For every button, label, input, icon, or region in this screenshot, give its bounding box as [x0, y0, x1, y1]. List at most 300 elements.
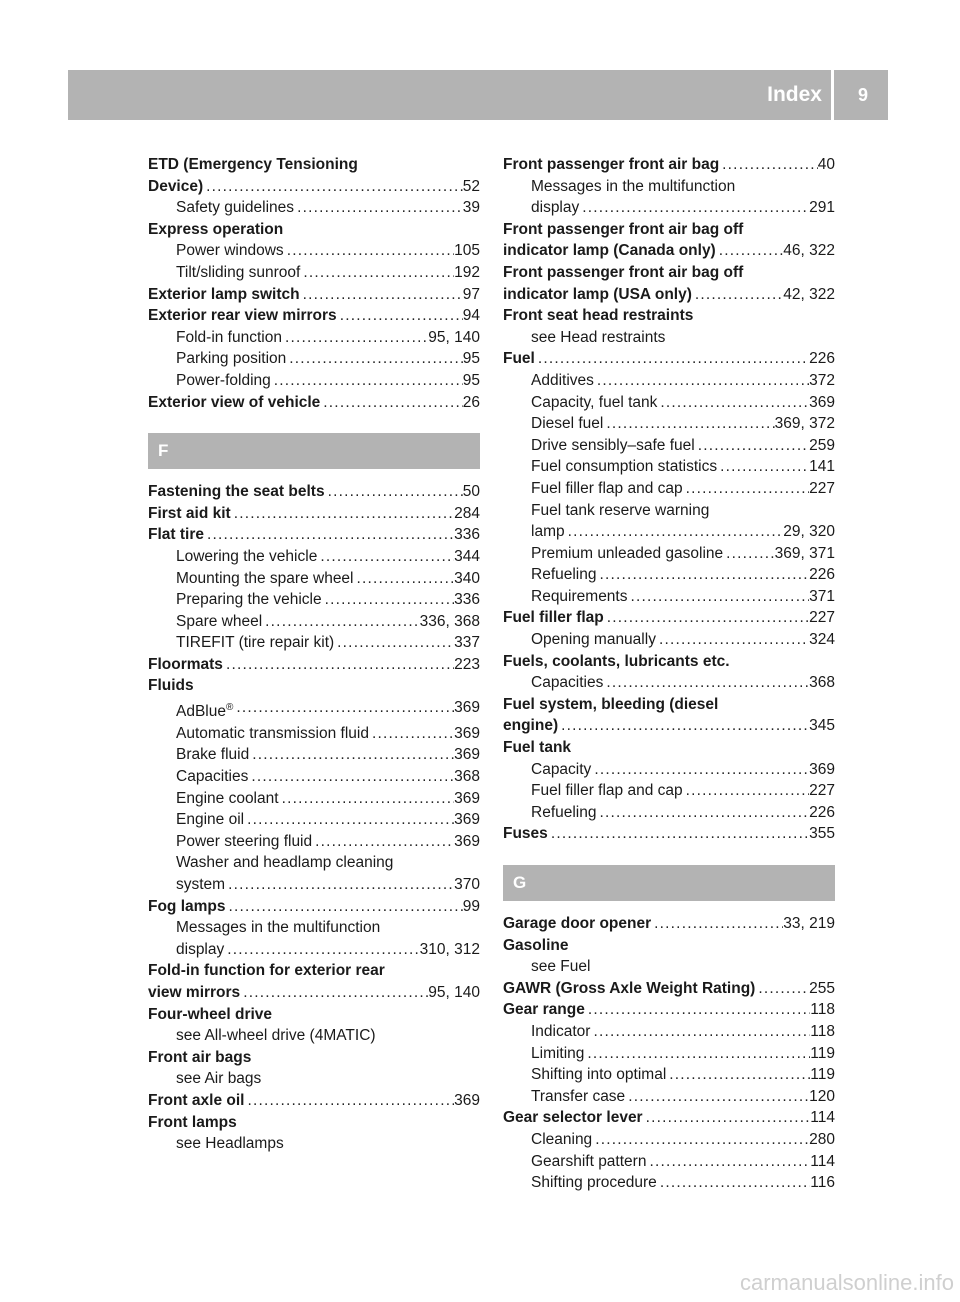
page-reference: 97 [462, 285, 480, 303]
leader-dots [248, 766, 454, 788]
leader-dots [334, 632, 454, 654]
index-entry [148, 305, 480, 327]
entry-text: Preparing the vehicle [176, 591, 322, 609]
index-subentry [503, 1086, 835, 1108]
entry-text: Floormats [148, 655, 223, 673]
index-subentry [503, 956, 835, 978]
entry-text: AdBlue® [176, 702, 234, 721]
index-entry [503, 1107, 835, 1129]
entry-text: Gearshift pattern [531, 1152, 647, 1170]
index-subentry [148, 568, 480, 590]
index-column-right [503, 154, 835, 1194]
leader-dots [240, 982, 428, 1004]
entry-text: Requirements [531, 587, 628, 605]
index-subentry [148, 240, 480, 262]
page-reference: 368 [454, 768, 480, 785]
index-entry [148, 654, 480, 676]
entry-text: Fold-in function [176, 328, 282, 346]
entry-text: Capacity [531, 760, 592, 778]
entry-text: Engine coolant [176, 789, 279, 807]
index-subentry [503, 564, 835, 586]
page-reference: 46, 322 [783, 242, 835, 260]
entry-text: Front air bags [148, 1048, 252, 1066]
page-reference: 227 [809, 609, 835, 627]
entry-text: Fastening the seat belts [148, 483, 325, 501]
index-subentry [148, 197, 480, 219]
entry-text: ETD (Emergency Tensioning [148, 156, 358, 173]
leader-dots [203, 176, 463, 198]
leader-dots [284, 240, 454, 262]
index-subentry [148, 546, 480, 568]
index-subentry [503, 586, 835, 608]
leader-dots [535, 348, 809, 370]
leader-dots [233, 697, 454, 723]
page-reference: 336 [454, 591, 480, 609]
leader-dots [719, 154, 818, 176]
index-subentry [148, 348, 480, 370]
page-reference: 345 [809, 717, 835, 735]
leader-dots [683, 780, 809, 802]
entry-text: see Head restraints [531, 328, 666, 346]
leader-dots [716, 240, 784, 262]
index-subentry [503, 1064, 835, 1086]
index-subentry [148, 831, 480, 853]
leader-dots [286, 348, 462, 370]
index-subentry [148, 1068, 480, 1090]
page-reference: 227 [809, 782, 835, 800]
entry-text: Front passenger front air bag [503, 156, 720, 173]
page-reference: 284 [454, 504, 480, 522]
leader-dots [282, 327, 428, 349]
entry-text: Opening manually [531, 631, 656, 649]
entry-text: Brake fluid [176, 746, 250, 764]
page-reference: 226 [809, 566, 835, 584]
entry-text: Fuels, coolants, lubricants etc. [503, 652, 730, 670]
entry-text: Express operation [148, 220, 284, 238]
index-entry [503, 823, 835, 845]
entry-text: TIREFIT (tire repair kit) [176, 634, 335, 652]
page-reference: 369, 371 [774, 544, 835, 562]
entry-text: Fold-in function for exterior rear [148, 962, 385, 980]
leader-dots [223, 654, 454, 676]
entry-text: indicator lamp (Canada only) [503, 242, 716, 260]
index-subentry [503, 413, 835, 435]
leader-dots [565, 521, 784, 543]
entry-text: Drive sensibly–safe fuel [531, 436, 695, 454]
entry-text: Exterior rear view mirrors [148, 307, 337, 325]
page-reference: 39 [462, 199, 480, 217]
leader-dots [597, 564, 810, 586]
entry-text: Exterior view of vehicle [148, 393, 321, 411]
header-divider [831, 70, 834, 120]
entry-text: Garage door opener [503, 915, 652, 932]
page-reference: 52 [462, 177, 480, 195]
page-reference: 223 [454, 655, 480, 673]
leader-dots [558, 715, 809, 737]
index-subentry [503, 435, 835, 457]
index-entry [503, 935, 835, 957]
entry-text: Shifting into optimal [531, 1066, 667, 1084]
page-reference: 355 [809, 825, 835, 843]
entry-text: Lowering the vehicle [176, 547, 318, 565]
entry-text: see All-wheel drive (4MATIC) [176, 1027, 376, 1045]
entry-text: Fuel filler flap and cap [531, 479, 683, 497]
leader-dots [579, 197, 809, 219]
index-entry [503, 607, 835, 629]
page-reference: 369 [809, 760, 835, 778]
page-reference: 369 [454, 832, 480, 850]
leader-dots [604, 607, 809, 629]
index-entry [503, 219, 835, 262]
page-reference: 33, 219 [783, 915, 835, 932]
index-subentry [148, 589, 480, 611]
entry-text: display [176, 940, 225, 958]
page-reference: 280 [809, 1130, 835, 1148]
page-reference: 324 [809, 631, 835, 649]
page-reference: 336, 368 [419, 612, 480, 630]
index-entry [148, 1112, 480, 1134]
index-entry [503, 737, 835, 759]
leader-dots [226, 896, 463, 918]
leader-dots [625, 1086, 809, 1108]
index-entry [503, 262, 835, 305]
leader-dots [657, 1172, 810, 1194]
page-reference: 337 [454, 634, 480, 652]
leader-dots [300, 284, 463, 306]
page-reference: 369 [454, 724, 480, 742]
page-reference: 116 [810, 1174, 835, 1192]
leader-dots [723, 543, 775, 565]
page-reference: 310, 312 [419, 940, 480, 958]
leader-dots [717, 456, 809, 478]
entry-text: Cleaning [531, 1130, 593, 1148]
page-reference: 114 [810, 1109, 835, 1127]
index-entry [148, 503, 480, 525]
entry-text: Fuel filler flap and cap [531, 782, 683, 800]
entry-text: Parking position [176, 350, 287, 368]
page-reference: 120 [809, 1087, 835, 1105]
page-reference: 99 [462, 897, 480, 915]
leader-dots [317, 546, 454, 568]
index-subentry [148, 766, 480, 788]
page-reference: 119 [810, 1066, 835, 1084]
index-entry [503, 154, 835, 176]
index-subentry [148, 697, 480, 723]
leader-dots [225, 874, 454, 896]
index-subentry [148, 723, 480, 745]
entry-text: First aid kit [148, 504, 231, 522]
page-reference: 118 [810, 1022, 835, 1040]
watermark: carmanualsonline.info [739, 1270, 954, 1295]
page-reference: 291 [809, 199, 835, 217]
entry-text: Capacities [176, 768, 249, 785]
index-entry [148, 481, 480, 503]
index-subentry [503, 629, 835, 651]
page-reference: 369, 372 [774, 415, 835, 433]
index-subentry [503, 1172, 835, 1194]
page-reference: 336 [454, 526, 480, 544]
index-subentry [503, 543, 835, 565]
page-reference: 371 [809, 587, 835, 605]
index-subentry [503, 176, 835, 219]
entry-text: Front passenger front air bag off [503, 220, 744, 238]
index-subentry [503, 759, 835, 781]
section-header [148, 433, 480, 469]
leader-dots [597, 802, 810, 824]
leader-dots [666, 1064, 810, 1086]
leader-dots [249, 744, 454, 766]
page-header [68, 70, 888, 120]
entry-text: Device) [148, 177, 204, 195]
leader-dots [695, 435, 809, 457]
entry-text: system [176, 875, 226, 893]
index-entry [503, 999, 835, 1021]
index-subentry [148, 632, 480, 654]
entry-text: Gear range [503, 1001, 585, 1019]
page-reference: 369 [454, 1091, 480, 1109]
page-reference: 227 [809, 479, 835, 497]
entry-text: Front seat head restraints [503, 307, 694, 325]
entry-text: Power-folding [176, 371, 271, 389]
entry-text: Front passenger front air bag off [503, 263, 744, 281]
page-reference: 369 [454, 811, 480, 829]
entry-text: Automatic transmission fluid [176, 724, 369, 742]
leader-dots [204, 524, 454, 546]
entry-text: view mirrors [148, 983, 241, 1001]
index-entry [503, 348, 835, 370]
index-entry [503, 651, 835, 673]
entry-text: Premium unleaded gasoline [531, 544, 724, 562]
leader-dots [244, 809, 454, 831]
page-reference: 259 [809, 436, 835, 454]
index-entry [148, 392, 480, 414]
index-subentry [148, 370, 480, 392]
index-entry [148, 1047, 480, 1069]
leader-dots [262, 611, 419, 633]
entry-text: Four-wheel drive [148, 1005, 273, 1023]
index-entry [148, 154, 480, 197]
entry-text: see Headlamps [176, 1135, 284, 1153]
entry-text: Mounting the spare wheel [176, 569, 354, 587]
page-reference: 226 [809, 803, 835, 821]
entry-text: Safety guidelines [176, 199, 295, 217]
entry-text: Refueling [531, 566, 597, 584]
index-subentry [148, 262, 480, 284]
page-reference: 340 [454, 569, 480, 587]
leader-dots [325, 481, 463, 503]
index-subentry [503, 672, 835, 694]
page-reference: 95 [462, 350, 480, 368]
entry-text: Fuel tank reserve warning [531, 501, 710, 519]
page-reference: 226 [809, 350, 835, 368]
leader-dots [603, 672, 809, 694]
index-subentry [503, 1151, 835, 1173]
index-subentry [503, 1043, 835, 1065]
entry-text: Front lamps [148, 1113, 237, 1131]
index-entry [148, 675, 480, 697]
page-reference: 40 [817, 156, 835, 173]
leader-dots [643, 1107, 811, 1129]
entry-text: Transfer case [531, 1087, 626, 1105]
index-entry [503, 305, 835, 327]
section-letter: G [513, 873, 527, 892]
section-header [503, 865, 835, 901]
page-reference: 42, 322 [783, 285, 835, 303]
entry-text: Flat tire [148, 526, 204, 544]
index-subentry [503, 456, 835, 478]
index-entry [148, 284, 480, 306]
index-subentry [503, 802, 835, 824]
index-entry [148, 524, 480, 546]
entry-text: Power windows [176, 242, 284, 260]
entry-text: Exterior lamp switch [148, 285, 300, 303]
page-reference: 50 [462, 483, 480, 501]
entry-text: Front axle oil [148, 1091, 245, 1109]
index-subentry [148, 1133, 480, 1155]
entry-text: GAWR (Gross Axle Weight Rating) [503, 979, 756, 997]
page-reference: 95, 140 [428, 983, 480, 1001]
leader-dots [279, 788, 455, 810]
leader-dots [651, 913, 783, 935]
leader-dots [312, 831, 454, 853]
page-reference: 114 [810, 1152, 835, 1170]
index-entry [148, 1090, 480, 1112]
entry-text: Power steering fluid [176, 832, 313, 850]
page-reference: 118 [810, 1001, 835, 1019]
leader-dots [755, 978, 809, 1000]
entry-text: Additives [531, 371, 594, 389]
entry-text: Fuel tank [503, 739, 572, 757]
page-reference: 95, 140 [428, 328, 480, 346]
index-subentry [148, 809, 480, 831]
entry-text: Limiting [531, 1044, 585, 1062]
entry-text: see Air bags [176, 1070, 262, 1088]
header-title: Index [767, 83, 822, 106]
entry-text: Messages in the multifunction [176, 919, 381, 937]
page-reference: 344 [454, 547, 480, 565]
index-subentry [148, 788, 480, 810]
leader-dots [646, 1151, 810, 1173]
page-reference: 255 [809, 979, 835, 997]
index-column-left [148, 154, 480, 1155]
leader-dots [369, 723, 454, 745]
page-reference: 141 [809, 458, 835, 476]
page-reference: 370 [454, 875, 480, 893]
entry-text: Capacity, fuel tank [531, 393, 658, 411]
entry-text: Engine oil [176, 811, 245, 829]
entry-text: Messages in the multifunction [531, 177, 736, 195]
leader-dots [244, 1090, 454, 1112]
entry-text: Spare wheel [176, 612, 263, 630]
entry-text: Indicator [531, 1022, 591, 1040]
index-subentry [503, 780, 835, 802]
entry-text: Fuel [503, 350, 535, 368]
leader-dots [584, 1043, 810, 1065]
entry-text: Fuel system, bleeding (diesel [503, 695, 719, 713]
index-entry [148, 960, 480, 1003]
leader-dots [271, 370, 463, 392]
index-subentry [503, 478, 835, 500]
entry-text: Gear selector lever [503, 1109, 643, 1127]
leader-dots [590, 1021, 810, 1043]
leader-dots [692, 284, 783, 306]
leader-dots [354, 568, 455, 590]
leader-dots [585, 999, 810, 1021]
index-entry [148, 219, 480, 241]
page-reference: 95 [462, 371, 480, 389]
leader-dots [224, 939, 419, 961]
leader-dots [231, 503, 454, 525]
index-subentry [503, 327, 835, 349]
entry-text: indicator lamp (USA only) [503, 285, 692, 303]
index-subentry [503, 500, 835, 543]
page-reference: 369 [454, 699, 480, 717]
leader-dots [322, 589, 455, 611]
entry-text: Fog lamps [148, 897, 226, 915]
page-reference: 29, 320 [783, 523, 835, 541]
index-subentry [148, 917, 480, 960]
index-entry [503, 978, 835, 1000]
index-entry [148, 1004, 480, 1026]
leader-dots [628, 586, 810, 608]
index-subentry [148, 852, 480, 895]
entry-text: Washer and headlamp cleaning [176, 854, 394, 872]
page-reference: 192 [454, 263, 480, 281]
page-reference: 26 [462, 393, 480, 411]
section-letter: F [158, 441, 169, 461]
page-reference: 369 [809, 393, 835, 411]
leader-dots [657, 392, 809, 414]
entry-text: Diesel fuel [531, 415, 604, 433]
leader-dots [294, 197, 463, 219]
entry-text: Fuel filler flap [503, 609, 604, 627]
leader-dots [592, 1129, 809, 1151]
index-entry [503, 913, 835, 935]
entry-text: Tilt/sliding sunroof [176, 263, 301, 281]
leader-dots [337, 305, 463, 327]
entry-text: Refueling [531, 803, 597, 821]
leader-dots [591, 759, 809, 781]
index-entry [148, 896, 480, 918]
index-entry [503, 694, 835, 737]
entry-text: display [531, 199, 580, 217]
index-subentry [148, 744, 480, 766]
page-reference: 369 [454, 789, 480, 807]
index-subentry [148, 611, 480, 633]
index-subentry [503, 392, 835, 414]
index-subentry [503, 370, 835, 392]
page-reference: 94 [462, 307, 480, 325]
page-reference: 369 [454, 746, 480, 764]
page-reference: 372 [809, 371, 835, 389]
entry-text: Capacities [531, 674, 604, 692]
leader-dots [300, 262, 454, 284]
entry-text: Shifting procedure [531, 1174, 657, 1192]
index-subentry [503, 1129, 835, 1151]
entry-text: Fuses [503, 825, 548, 843]
leader-dots [683, 478, 809, 500]
page-reference: 105 [454, 242, 480, 260]
leader-dots [548, 823, 809, 845]
page-reference: 119 [810, 1044, 835, 1062]
index-subentry [503, 1021, 835, 1043]
leader-dots [656, 629, 809, 651]
leader-dots [320, 392, 462, 414]
index-subentry [148, 1025, 480, 1047]
entry-text: engine) [503, 717, 559, 735]
index-subentry [148, 327, 480, 349]
entry-text: Fluids [148, 677, 194, 695]
